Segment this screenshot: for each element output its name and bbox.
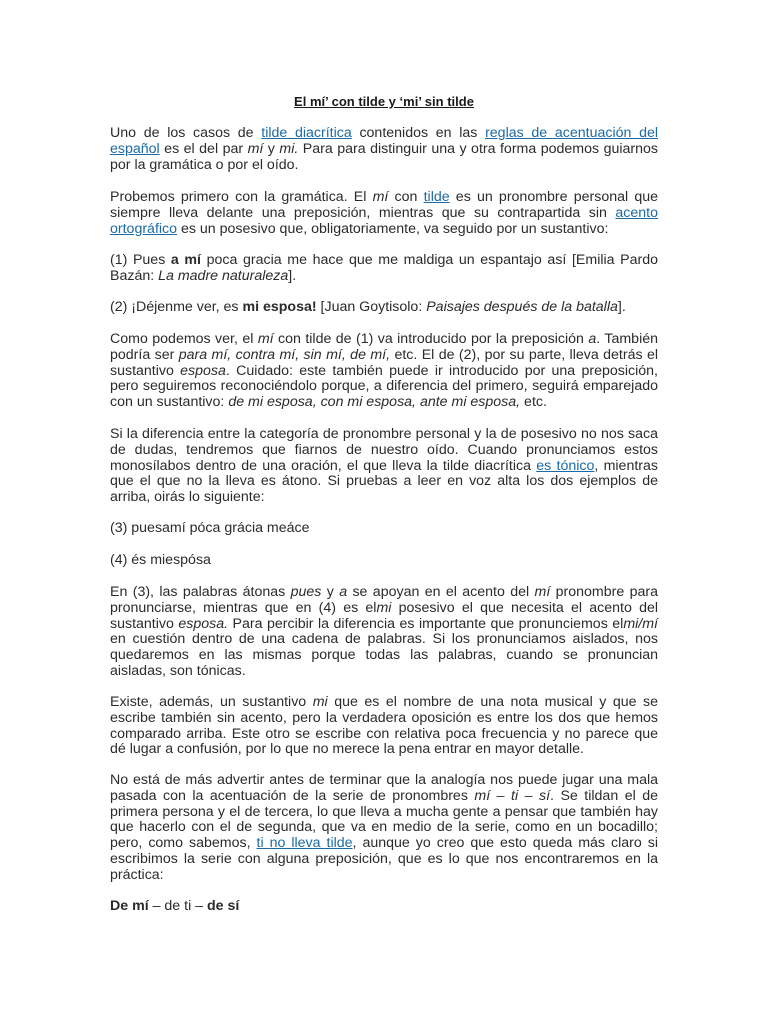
bold-run: mi esposa!	[242, 299, 317, 315]
link-tilde[interactable]: tilde	[423, 189, 450, 205]
text-run: . También podría ser	[110, 331, 659, 363]
italic-run: mí	[257, 331, 274, 347]
text-run: Como podemos ver, el	[110, 331, 258, 347]
italic-run: mí	[247, 140, 264, 157]
italic-run: esposa	[180, 362, 226, 379]
link-reglas-acentuacion[interactable]: reglas de acentuación del español	[110, 125, 659, 157]
example-4: (4) és miespósa	[110, 552, 211, 568]
text-run: Para para distinguir una y otra forma podemos guiarnos por la gramática o por el oído.	[110, 140, 658, 173]
text-run: ].	[288, 267, 297, 284]
bold-run: a mí	[170, 252, 201, 268]
paragraph-3	[110, 332, 658, 411]
italic-run: La madre naturaleza	[158, 267, 289, 284]
text-run: posesivo el que necesita el acento del sustantivo	[110, 599, 658, 632]
text-run: ].	[617, 299, 626, 315]
text-run: . Se tildan el de primera persona y el de tercera, lo que lleva a mucha gente a pensar que también hay que hacerlo con el de segunda, que va en medio de la serie, como en un bocadillo; pero, como sabemos,	[110, 787, 659, 852]
paragraph-5	[110, 585, 658, 680]
italic-run: mi/mí	[623, 615, 658, 632]
italic-run: mí	[534, 584, 551, 600]
italic-run: para mí, contra mí, sin mí, de mí,	[178, 346, 391, 363]
text-run: Para percibir la diferencia es importante que pronunciemos el	[228, 615, 624, 632]
text-run: Uno de los casos de	[110, 125, 262, 141]
text-run: es un posesivo que, obligatoriamente, va seguido por un sustantivo:	[177, 220, 609, 237]
text-run: es un pronombre personal que siempre lleva delante una preposición, mientras que su contrapartida sin	[110, 189, 658, 221]
link-ti-no-lleva-tilde[interactable]: ti no lleva tilde	[256, 835, 353, 852]
text-run: , aunque yo creo que esto queda más claro si escribimos la serie con alguna preposición, que es lo que nos encontraremos en la práctica:	[110, 835, 658, 883]
paragraph-6	[110, 695, 658, 758]
italic-run: mí	[372, 189, 389, 205]
paragraph-4	[110, 427, 658, 506]
text-run: , mientras que el que no la lleva es átono. Si pruebas a leer en voz alta los dos ejemplos de arriba, oirás lo siguiente:	[110, 457, 658, 506]
italic-run: Paisajes después de la batalla	[426, 299, 618, 315]
bold-run: De mí	[110, 898, 149, 914]
italic-run: de mi esposa, con mi esposa, ante mi esposa,	[228, 394, 521, 411]
text-run: En (3), las palabras átonas	[110, 584, 291, 600]
paragraph-2	[110, 190, 658, 237]
italic-run: pues	[290, 584, 322, 600]
text-run: pronombre para pronunciarse, mientras que en (4) es el	[110, 584, 659, 616]
example-1	[110, 253, 658, 285]
link-tilde-diacritica[interactable]: tilde diacrítica	[261, 125, 352, 141]
text-run: (1) Pues	[110, 252, 171, 268]
text-run: – de ti –	[148, 898, 208, 914]
text-run: etc.	[520, 394, 547, 411]
paragraph-7	[110, 773, 658, 884]
italic-run: mi.	[279, 140, 299, 157]
paragraph-1	[110, 126, 658, 173]
text-run: No está de más advertir antes de terminar que la analogía nos puede jugar una mala pasada con la acentuación de la serie de pronombres	[110, 772, 658, 804]
text-run: y	[263, 140, 280, 157]
italic-run: mi	[376, 599, 392, 616]
text-run: poca gracia me hace que me maldiga un espantajo así [Emilia Pardo Bazán:	[110, 252, 659, 284]
text-run: con tilde de (1) va introducido por la preposición	[273, 331, 589, 347]
bold-run: de sí	[207, 898, 240, 914]
italic-run: a	[339, 584, 348, 600]
link-es-tonico[interactable]: es tónico	[536, 457, 595, 474]
text-run: contenidos en las	[351, 125, 486, 141]
italic-run: mí – ti – sí	[474, 787, 551, 804]
text-run: Probemos primero con la gramática. El	[110, 189, 373, 205]
text-run: con	[388, 189, 424, 205]
text-run: . Cuidado: este también puede ir introducido por una preposición, pero seguiremos reconociéndolo porque, a diferencia del primero, seguirá emparejado con un sustantivo:	[110, 362, 658, 411]
text-run: y	[321, 584, 340, 600]
text-run: que es el nombre de una nota musical y que se escribe también sin acento, pero la verdadera oposición es entre los dos que hemos comparado arriba. Este otro se escribe con relativa poca frecuencia y no parece que dé lugar a confusión, por lo que no merece la pena entrar en mayor detalle.	[110, 694, 658, 758]
italic-run: esposa.	[178, 615, 229, 632]
text-run: (2) ¡Déjenme ver, es	[110, 299, 243, 315]
page-title: El mí’ con tilde y ‘mi’ sin tilde	[294, 94, 474, 109]
italic-run: a	[588, 331, 597, 347]
text-run: etc. El de (2), por su parte, lleva detrás el sustantivo	[110, 346, 658, 379]
text-run: es el del par	[159, 140, 248, 157]
text-run: se apoyan en el acento del	[347, 584, 535, 600]
text-run: Si la diferencia entre la categoría de pronombre personal y la de posesivo no nos saca de dudas, tendremos que fiarnos de nuestro oído. Cuando pronunciamos estos monosílabos dentro de una oración, el que lleva la tilde diacrítica	[110, 426, 658, 474]
link-acento-ortografico[interactable]: acento ortográfico	[110, 204, 658, 237]
example-2	[110, 300, 658, 316]
text-run: en cuestión dentro de una cadena de palabras. Si los pronunciamos aislados, nos quedaremos en las mismas porque todas las palabras, cuando se pronuncian aisladas, son tónicas.	[110, 631, 658, 679]
text-run: [Juan Goytisolo:	[316, 299, 427, 315]
example-3: (3) puesamí póca grácia meáce	[110, 520, 310, 536]
text-run: Existe, además, un sustantivo	[110, 694, 313, 710]
italic-run: mi	[312, 694, 328, 710]
pronoun-series	[110, 899, 658, 915]
